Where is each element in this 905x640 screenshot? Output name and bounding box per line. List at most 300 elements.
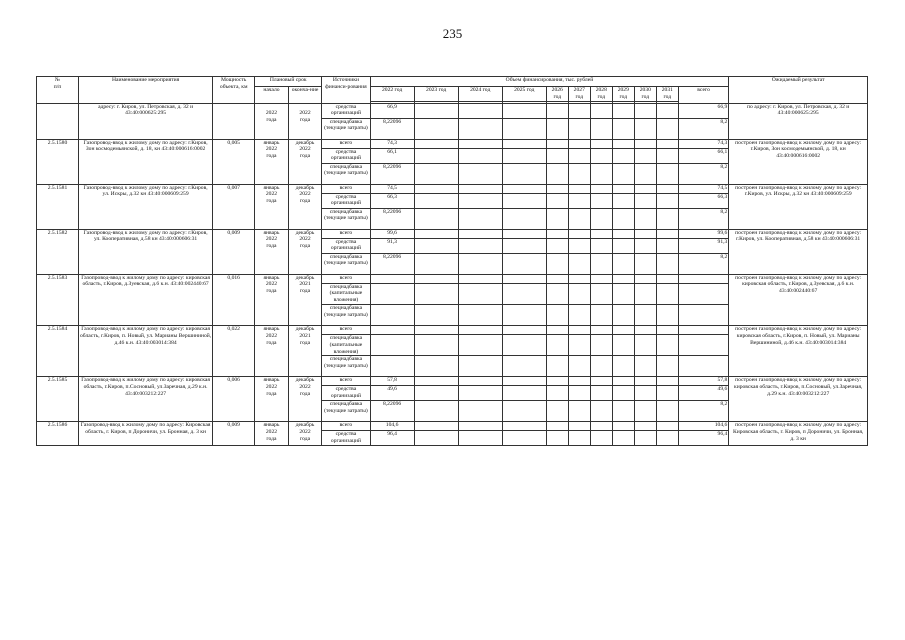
value-total <box>678 356 728 377</box>
table-row <box>37 229 868 238</box>
value-2022: 66,9 <box>370 103 414 118</box>
value-year-empty <box>568 325 590 334</box>
value-year-empty <box>634 356 656 377</box>
value-year-empty <box>414 401 458 422</box>
expected-result: по адресу: г. Киров, ул. Петровская, д. 32 и 43:40:000625:295 <box>729 103 868 139</box>
value-total <box>678 304 728 325</box>
value-year-empty <box>458 103 502 118</box>
value-year-empty <box>568 163 590 184</box>
value-year-empty <box>546 163 568 184</box>
table-row <box>37 377 868 386</box>
start-line: январь <box>263 377 280 384</box>
value-year-empty <box>634 401 656 422</box>
start-line: январь <box>263 184 280 191</box>
value-year-empty <box>634 148 656 163</box>
item-number <box>37 103 79 139</box>
start-line: январь <box>263 274 280 281</box>
value-year-empty <box>458 431 502 446</box>
value-year-empty <box>568 148 590 163</box>
value-year-empty <box>590 103 612 118</box>
value-year-empty <box>568 283 590 304</box>
value-year-empty <box>590 386 612 401</box>
value-year-empty <box>546 422 568 431</box>
value-year-empty <box>656 377 678 386</box>
value-year-empty <box>414 148 458 163</box>
value-year-empty <box>414 208 458 229</box>
item-end <box>288 274 322 325</box>
item-capacity: 0,006 <box>213 377 255 422</box>
value-year-empty <box>656 139 678 148</box>
start-line: 2022 <box>265 384 278 391</box>
value-year-empty <box>612 229 634 238</box>
value-year-empty <box>568 356 590 377</box>
value-year-empty <box>568 274 590 283</box>
start-line: года <box>266 117 277 124</box>
value-total <box>678 283 728 304</box>
value-year-empty <box>656 325 678 334</box>
value-year-empty <box>458 208 502 229</box>
value-year-empty <box>656 193 678 208</box>
value-total: 66,3 <box>678 193 728 208</box>
expected-result: построен газопровод-ввод к жилому дому по адресу: кировская область, г.Киров, п. Новый, ул. Марианы Вершининой, д.46 к.н. 43:40:003014:384 <box>729 325 868 376</box>
end-line: 2021 <box>299 281 311 288</box>
value-year-empty <box>612 274 634 283</box>
expected-result: построен газопровод-ввод к жилому дому по адресу: кировская область, г.Киров, д.Зуевская, д.6 к.н. 43:40:002440:67 <box>729 274 868 325</box>
value-year-empty <box>458 401 502 422</box>
start-line: январь <box>263 139 280 146</box>
value-year-empty <box>590 238 612 253</box>
funding-source: спецнадбавка (текущие затраты) <box>322 163 370 184</box>
value-total: 99,6 <box>678 229 728 238</box>
value-year-empty <box>634 238 656 253</box>
value-year-empty <box>590 163 612 184</box>
value-2022 <box>370 334 414 355</box>
header-source: Источники финанси-рования <box>322 77 370 104</box>
item-end <box>288 377 322 422</box>
header-year-2031: 2031 год <box>656 87 678 102</box>
value-year-empty <box>502 304 546 325</box>
value-year-empty <box>590 184 612 193</box>
end-line: декабрь <box>295 229 315 236</box>
value-year-empty <box>458 184 502 193</box>
value-year-empty <box>656 274 678 283</box>
funding-source: спецнадбавка (капитальные вложения) <box>322 334 370 355</box>
value-year-empty <box>502 139 546 148</box>
funding-source: средства организаций <box>322 148 370 163</box>
header-year-2023: 2023 год <box>414 87 458 102</box>
header-end: оконча-ние <box>288 87 322 104</box>
value-year-empty <box>546 386 568 401</box>
value-2022: 8,22096 <box>370 163 414 184</box>
value-year-empty <box>414 386 458 401</box>
start-line: 2022 <box>265 236 278 243</box>
value-year-empty <box>612 431 634 446</box>
value-year-empty <box>568 386 590 401</box>
value-2022: 74,3 <box>370 139 414 148</box>
header-total: всего <box>678 87 728 104</box>
item-name: Газопровод-ввод к жилому дому по адресу: кировская область, г.Киров, п.Сосновый, ул.Заречная, д.29 к.н. 43:40:003212:227 <box>78 377 212 422</box>
end-line: 2022 <box>299 110 311 117</box>
value-2022: 66,1 <box>370 148 414 163</box>
value-year-empty <box>634 386 656 401</box>
table-body <box>37 103 868 446</box>
table-row <box>37 325 868 334</box>
value-year-empty <box>414 229 458 238</box>
item-capacity: 0,007 <box>213 184 255 229</box>
item-number: 2.5.1586 <box>37 422 79 446</box>
value-total: 8,2 <box>678 401 728 422</box>
value-2022: 104,6 <box>370 422 414 431</box>
value-year-empty <box>458 386 502 401</box>
funding-source: спецнадбавка (текущие затраты) <box>322 356 370 377</box>
value-total: 8,2 <box>678 208 728 229</box>
value-year-empty <box>590 193 612 208</box>
value-year-empty <box>590 253 612 274</box>
item-start <box>255 103 289 139</box>
start-line: январь <box>263 325 280 332</box>
item-start <box>255 325 289 376</box>
value-year-empty <box>458 283 502 304</box>
value-year-empty <box>568 103 590 118</box>
table-row <box>37 103 868 118</box>
value-year-empty <box>502 431 546 446</box>
value-year-empty <box>458 253 502 274</box>
financing-table <box>36 76 868 446</box>
item-name: Газопровод-ввод к жилому дому по адресу: г.Киров, ул. Кооперативная, д.58 кн 43:40:000606:31 <box>78 229 212 274</box>
item-capacity: 0,009 <box>213 422 255 446</box>
header-start: начало <box>255 87 289 104</box>
item-end <box>288 103 322 139</box>
value-2022: 74,5 <box>370 184 414 193</box>
funding-source: средства организаций <box>322 238 370 253</box>
value-year-empty <box>568 229 590 238</box>
value-year-empty <box>634 422 656 431</box>
expected-result: построен газопровод-ввод к жилому дому по адресу: Кировская область, г. Киров, п Дороничи, ул. Бронная, д. 3 кн <box>729 422 868 446</box>
start-line: года <box>266 243 277 250</box>
value-2022: 8,22096 <box>370 208 414 229</box>
value-year-empty <box>568 208 590 229</box>
value-year-empty <box>414 283 458 304</box>
start-line: года <box>266 153 277 160</box>
value-year-empty <box>458 356 502 377</box>
item-start <box>255 139 289 184</box>
funding-source: всего <box>322 139 370 148</box>
header-period: Плановый срок <box>255 77 322 87</box>
value-year-empty <box>656 356 678 377</box>
value-year-empty <box>590 334 612 355</box>
header-year-2026: 2026 год <box>546 87 568 102</box>
value-total: 74,3 <box>678 139 728 148</box>
value-year-empty <box>612 193 634 208</box>
value-year-empty <box>502 193 546 208</box>
value-year-empty <box>414 118 458 139</box>
end-line: декабрь <box>295 325 315 332</box>
value-year-empty <box>634 139 656 148</box>
value-year-empty <box>546 184 568 193</box>
value-2022 <box>370 356 414 377</box>
funding-source: спецнадбавка (текущие затраты) <box>322 208 370 229</box>
funding-source: всего <box>322 274 370 283</box>
value-year-empty <box>502 274 546 283</box>
value-year-empty <box>612 184 634 193</box>
value-2022: 96,4 <box>370 431 414 446</box>
value-year-empty <box>546 304 568 325</box>
header-result: Ожидаемый результат <box>729 77 868 104</box>
start-line: года <box>266 198 277 205</box>
value-year-empty <box>502 283 546 304</box>
value-2022 <box>370 274 414 283</box>
start-line <box>256 104 287 111</box>
value-year-empty <box>634 334 656 355</box>
funding-source: средства организаций <box>322 431 370 446</box>
value-year-empty <box>590 356 612 377</box>
value-year-empty <box>612 163 634 184</box>
value-year-empty <box>634 325 656 334</box>
end-line: года <box>299 117 311 124</box>
item-number: 2.5.1585 <box>37 377 79 422</box>
start-line: 2022 <box>265 281 278 288</box>
end-line: года <box>299 198 311 205</box>
header-num: № п/п <box>37 77 79 104</box>
value-year-empty <box>634 304 656 325</box>
value-year-empty <box>612 422 634 431</box>
value-year-empty <box>634 377 656 386</box>
funding-source: всего <box>322 422 370 431</box>
value-year-empty <box>458 229 502 238</box>
value-year-empty <box>590 208 612 229</box>
value-year-empty <box>634 274 656 283</box>
value-year-empty <box>568 118 590 139</box>
value-year-empty <box>502 118 546 139</box>
start-line: года <box>266 390 277 397</box>
value-year-empty <box>634 193 656 208</box>
item-end <box>288 422 322 446</box>
value-year-empty <box>590 229 612 238</box>
expected-result: построен газопровод-ввод к жилому дому по адресу: г.Киров, ул. Искры, д.32 кн 43:40:000609:259 <box>729 184 868 229</box>
item-capacity: 0,022 <box>213 325 255 376</box>
expected-result: построен газопровод-ввод к жилому дому по адресу: г.Киров, ул. Кооперативная, д.58 кн 43:40:000606:31 <box>729 229 868 274</box>
value-year-empty <box>414 377 458 386</box>
value-total: 91,3 <box>678 238 728 253</box>
start-line: январь <box>263 229 280 236</box>
value-year-empty <box>458 334 502 355</box>
page-number: 235 <box>442 26 463 41</box>
value-2022 <box>370 325 414 334</box>
value-year-empty <box>634 431 656 446</box>
value-year-empty <box>612 283 634 304</box>
value-year-empty <box>590 139 612 148</box>
value-year-empty <box>568 377 590 386</box>
funding-source: средства организаций <box>322 103 370 118</box>
value-year-empty <box>546 118 568 139</box>
value-year-empty <box>612 356 634 377</box>
value-year-empty <box>546 377 568 386</box>
value-year-empty <box>634 253 656 274</box>
end-line: 2022 <box>299 429 311 436</box>
header-year-2029: 2029 год <box>612 87 634 102</box>
value-year-empty <box>546 103 568 118</box>
value-year-empty <box>590 377 612 386</box>
value-year-empty <box>414 238 458 253</box>
header-name: Наименование мероприятия <box>78 77 212 104</box>
value-2022: 8,22096 <box>370 401 414 422</box>
value-year-empty <box>546 148 568 163</box>
end-line: декабрь <box>295 274 315 281</box>
value-year-empty <box>502 103 546 118</box>
value-year-empty <box>612 238 634 253</box>
item-end <box>288 139 322 184</box>
value-year-empty <box>634 229 656 238</box>
item-start <box>255 422 289 446</box>
value-year-empty <box>502 422 546 431</box>
value-year-empty <box>568 139 590 148</box>
value-year-empty <box>502 325 546 334</box>
value-year-empty <box>546 274 568 283</box>
item-number: 2.5.1583 <box>37 274 79 325</box>
value-year-empty <box>414 274 458 283</box>
item-capacity <box>213 103 255 139</box>
value-year-empty <box>656 422 678 431</box>
value-year-empty <box>612 103 634 118</box>
value-total: 49,6 <box>678 386 728 401</box>
funding-source: средства организаций <box>322 193 370 208</box>
value-year-empty <box>656 163 678 184</box>
value-year-empty <box>414 334 458 355</box>
end-line: года <box>299 390 311 397</box>
value-year-empty <box>634 103 656 118</box>
value-total: 8,2 <box>678 163 728 184</box>
item-number: 2.5.1581 <box>37 184 79 229</box>
item-end <box>288 229 322 274</box>
table-row <box>37 139 868 148</box>
header-capacity: Мощность объекта, км <box>213 77 255 104</box>
value-2022: 57,8 <box>370 377 414 386</box>
funding-source: спецнадбавка (текущие затраты) <box>322 401 370 422</box>
value-year-empty <box>502 356 546 377</box>
value-year-empty <box>414 139 458 148</box>
value-2022 <box>370 304 414 325</box>
value-year-empty <box>502 377 546 386</box>
funding-source: всего <box>322 377 370 386</box>
value-2022: 91,3 <box>370 238 414 253</box>
value-total: 66,1 <box>678 148 728 163</box>
value-total: 8,2 <box>678 118 728 139</box>
value-year-empty <box>612 325 634 334</box>
value-total: 74,5 <box>678 184 728 193</box>
value-year-empty <box>656 103 678 118</box>
value-year-empty <box>546 334 568 355</box>
value-year-empty <box>612 401 634 422</box>
item-name: Газопровод-ввод к жилому дому по адресу: г.Киров, ул. Искры, д.32 кн 43:40:000609:259 <box>78 184 212 229</box>
start-line: 2022 <box>265 332 278 339</box>
value-year-empty <box>458 193 502 208</box>
start-line: года <box>266 435 277 442</box>
value-year-empty <box>656 334 678 355</box>
value-year-empty <box>502 334 546 355</box>
value-year-empty <box>568 422 590 431</box>
item-start <box>255 274 289 325</box>
end-line: года <box>299 339 311 346</box>
value-year-empty <box>568 184 590 193</box>
end-line: декабрь <box>295 184 315 191</box>
value-2022: 8,22096 <box>370 253 414 274</box>
value-year-empty <box>656 238 678 253</box>
funding-source: спецнадбавка (текущие затраты) <box>322 118 370 139</box>
item-capacity: 0,016 <box>213 274 255 325</box>
value-year-empty <box>656 208 678 229</box>
value-year-empty <box>590 274 612 283</box>
value-year-empty <box>458 274 502 283</box>
value-total: 66,9 <box>678 103 728 118</box>
value-year-empty <box>502 184 546 193</box>
item-start <box>255 184 289 229</box>
value-year-empty <box>568 304 590 325</box>
value-year-empty <box>414 431 458 446</box>
value-year-empty <box>502 229 546 238</box>
end-line: декабрь <box>295 422 315 429</box>
value-year-empty <box>656 118 678 139</box>
value-year-empty <box>458 325 502 334</box>
value-year-empty <box>414 422 458 431</box>
value-year-empty <box>656 304 678 325</box>
end-line: декабрь <box>295 139 315 146</box>
item-name: Газопровод-ввод к жилому дому по адресу: г.Киров, Зон космодемьянской, д. 18, кн 43:40:000616:0002 <box>78 139 212 184</box>
value-year-empty <box>546 238 568 253</box>
value-year-empty <box>568 334 590 355</box>
value-year-empty <box>590 148 612 163</box>
value-year-empty <box>612 334 634 355</box>
value-year-empty <box>656 184 678 193</box>
funding-source: спецнадбавка (текущие затраты) <box>322 253 370 274</box>
item-capacity: 0,009 <box>213 229 255 274</box>
value-year-empty <box>568 401 590 422</box>
value-year-empty <box>414 184 458 193</box>
funding-source: спецнадбавка (текущие затраты) <box>322 304 370 325</box>
header-funding: Объем финансирования, тыс. рублей <box>370 77 729 87</box>
funding-source: всего <box>322 184 370 193</box>
value-year-empty <box>634 283 656 304</box>
value-year-empty <box>656 253 678 274</box>
value-year-empty <box>502 401 546 422</box>
end-line: 2022 <box>299 191 311 198</box>
value-year-empty <box>568 238 590 253</box>
value-year-empty <box>634 163 656 184</box>
end-line: декабрь <box>295 377 315 384</box>
start-line: 2022 <box>265 110 278 117</box>
value-year-empty <box>546 139 568 148</box>
item-end <box>288 325 322 376</box>
value-2022: 8,22096 <box>370 118 414 139</box>
value-year-empty <box>612 148 634 163</box>
value-year-empty <box>612 208 634 229</box>
item-name: Газопровод-ввод к жилому дому по адресу: Кировская область, г. Киров, п Дороничи, ул. Бронная, д. 3 кн <box>78 422 212 446</box>
funding-source: средства организаций <box>322 386 370 401</box>
value-total: 96,4 <box>678 431 728 446</box>
value-year-empty <box>568 431 590 446</box>
value-year-empty <box>414 193 458 208</box>
end-line: 2022 <box>299 384 311 391</box>
value-year-empty <box>590 325 612 334</box>
value-2022: 99,6 <box>370 229 414 238</box>
funding-source: всего <box>322 229 370 238</box>
table-header <box>37 77 868 104</box>
value-year-empty <box>414 103 458 118</box>
expected-result: построен газопровод-ввод к жилому дому по адресу: г.Киров, Зон космодемьянской, д. 18, кн 43:40:000616:0002 <box>729 139 868 184</box>
value-year-empty <box>656 386 678 401</box>
header-year-2022: 2022 год <box>370 87 414 102</box>
item-end <box>288 184 322 229</box>
value-total: 104,6 <box>678 422 728 431</box>
